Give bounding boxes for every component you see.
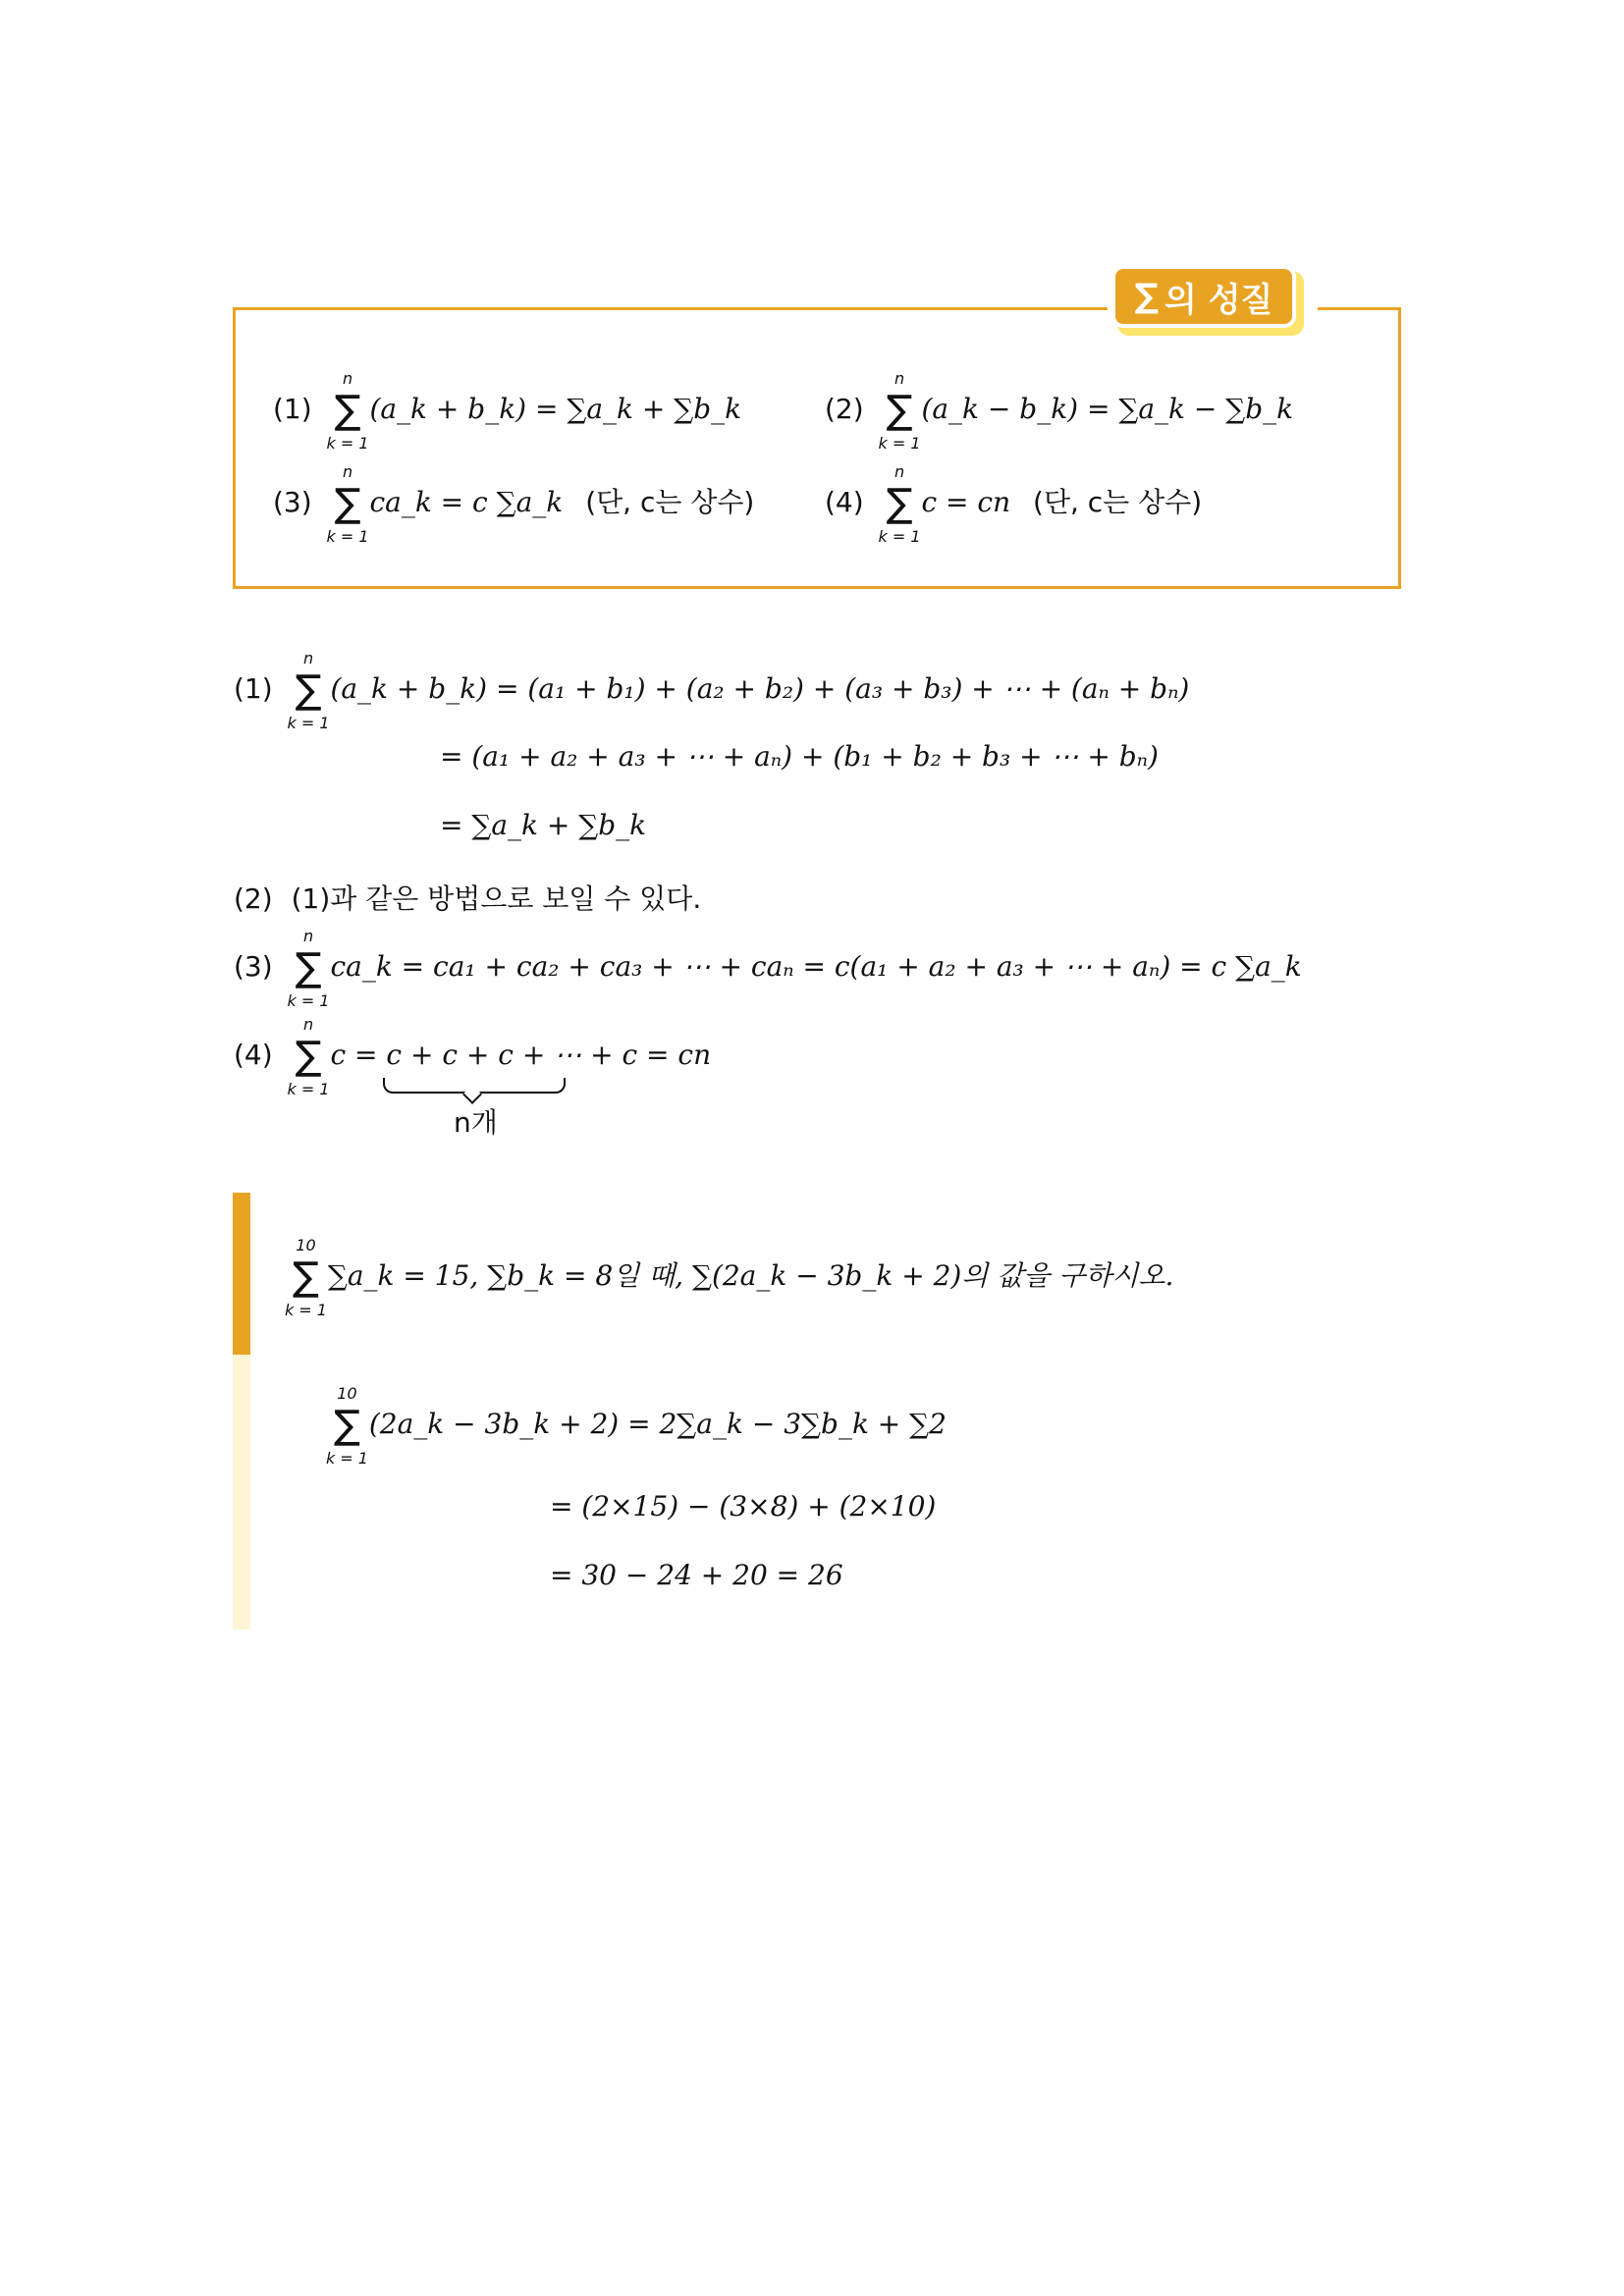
proof-3-line: ca_k = ca₁ + ca₂ + ca₃ + ⋯ + caₙ = c(a₁ + a₂ + a₃ + ⋯ + aₙ) = c ∑a_k [330, 950, 1302, 983]
property-1: (1) n ∑ k = 1 (a_k + b_k) = ∑a_k + ∑b_k [273, 369, 742, 453]
solution-bar [233, 1355, 250, 1629]
solution-line2: = (2×15) − (3×8) + (2×10) [550, 1490, 937, 1522]
sigma-icon: ∑ [1134, 277, 1160, 316]
property-3-note: (단, c는 상수) [585, 486, 755, 518]
underbrace-label: n개 [454, 1106, 498, 1139]
property-3: (3) n ∑ k = 1 ca_k = c ∑a_k (단, c는 상수) [273, 462, 755, 546]
proof-2-text: (1)과 같은 방법으로 보일 수 있다. [291, 882, 702, 915]
property-4-formula: c = cn [921, 486, 1011, 518]
proof-1: (1) n ∑ k = 1 (a_k + b_k) = (a₁ + b₁) + (a₂ + b₂) + (a₃ + b₃) + ⋯ + (aₙ + bₙ) [234, 649, 1190, 732]
section-title: 의 성질 [1164, 280, 1273, 320]
solution-line1: 10 ∑ k = 1 (2a_k − 3b_k + 2) = 2∑a_k − 3∑b_k + ∑2 [325, 1384, 947, 1468]
example-question: 10 ∑ k = 1 ∑a_k = 15, ∑b_k = 8일 때, ∑(2a_k − 3b_k + 2)의 값을 구하시오. [284, 1236, 1174, 1319]
solution-line3: = 30 − 24 + 20 = 26 [550, 1559, 843, 1591]
example-bar [233, 1193, 250, 1355]
proof-1-line2: = (a₁ + a₂ + a₃ + ⋯ + aₙ) + (b₁ + b₂ + b₃ + ⋯ + bₙ) [440, 740, 1159, 773]
property-2: (2) n ∑ k = 1 (a_k − b_k) = ∑a_k − ∑b_k [825, 369, 1294, 453]
property-4: (4) n ∑ k = 1 c = cn (단, c는 상수) [825, 462, 1203, 546]
property-2-formula: (a_k − b_k) = ∑a_k − ∑b_k [921, 393, 1294, 425]
proof-3: (3) n ∑ k = 1 ca_k = ca₁ + ca₂ + ca₃ + ⋯ + caₙ = c(a₁ + a₂ + a₃ + ⋯ + aₙ) = c ∑a_k [234, 927, 1302, 1010]
properties-box [233, 307, 1401, 589]
property-1-formula: (a_k + b_k) = ∑a_k + ∑b_k [369, 393, 742, 425]
property-3-formula: ca_k = c ∑a_k [369, 486, 564, 518]
proof-1-line1: (a_k + b_k) = (a₁ + b₁) + (a₂ + b₂) + (a₃ + b₃) + ⋯ + (aₙ + bₙ) [330, 672, 1190, 705]
proof-4-line: c = c + c + c + ⋯ + c = cn [330, 1039, 712, 1071]
property-4-note: (단, c는 상수) [1033, 486, 1203, 518]
proof-1-line3: = ∑a_k + ∑b_k [440, 809, 647, 841]
proof-2: (2) (1)과 같은 방법으로 보일 수 있다. [234, 882, 702, 915]
section-title-badge [1111, 265, 1296, 328]
proof-4: (4) n ∑ k = 1 c = c + c + c + ⋯ + c = cn [234, 1015, 712, 1098]
